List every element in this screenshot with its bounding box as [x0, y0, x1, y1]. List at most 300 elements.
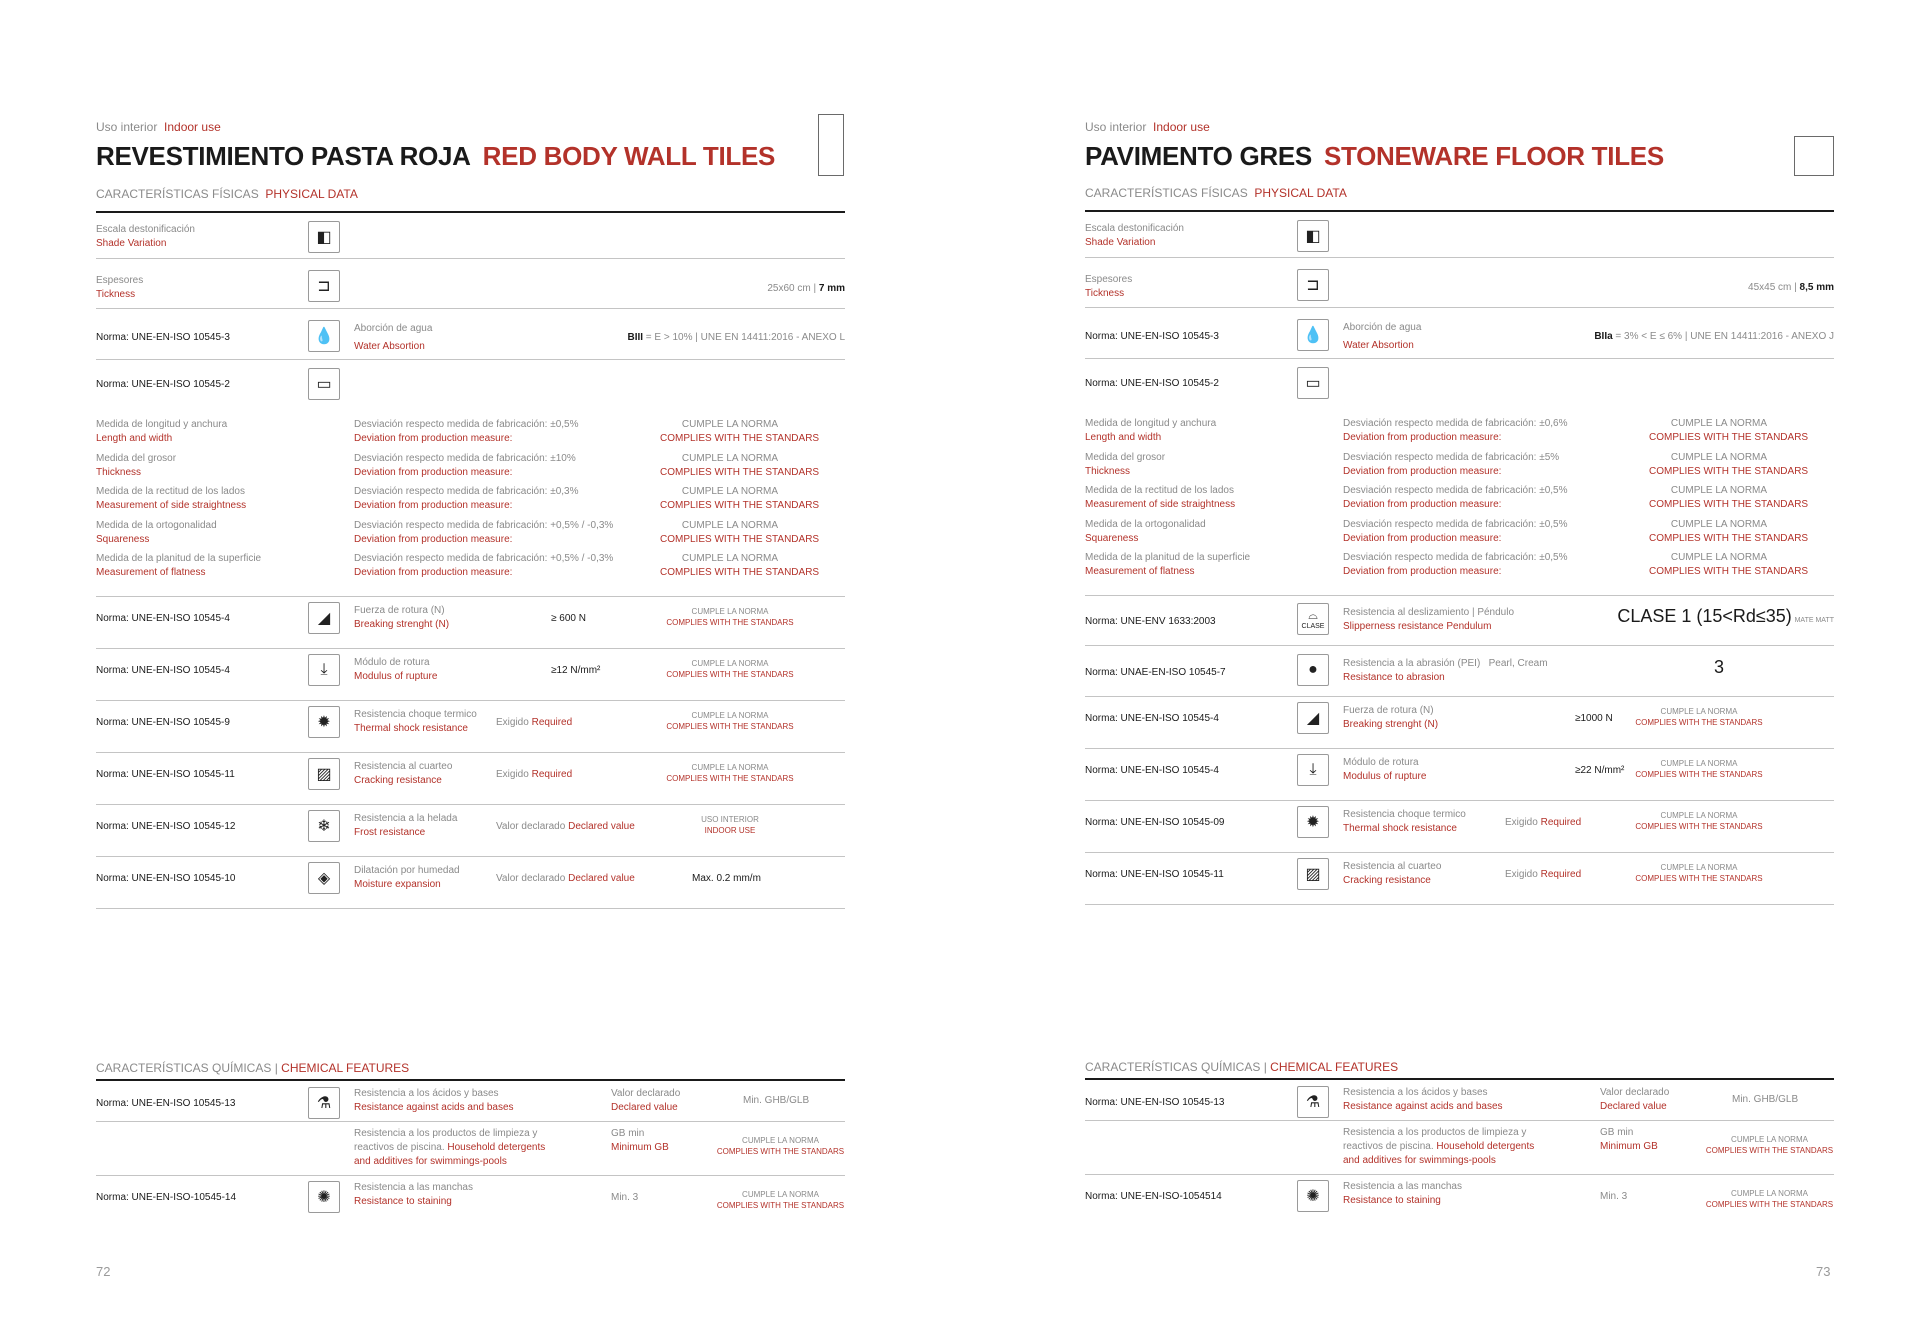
dimension-status	[660, 418, 820, 446]
status-en: COMPLIES WITH THE STANDARS	[1705, 1146, 1834, 1155]
deviation-es: Desviación respecto medida de fabricación: +0,5% / -0,3%	[354, 553, 614, 564]
abrasion-icon: ●	[1297, 654, 1329, 686]
dimension-label	[1085, 451, 1165, 479]
divider	[96, 700, 845, 701]
thickness-en: Tickness	[1085, 288, 1125, 299]
chem-requirement	[1600, 1190, 1627, 1204]
chem-req-es: Min. 3	[611, 1192, 639, 1203]
thickness-mm: 8,5 mm	[1799, 282, 1834, 293]
status-en: COMPLIES WITH THE STANDARS	[716, 1201, 845, 1210]
requirement-en: Required	[531, 717, 573, 728]
status-es: CUMPLE LA NORMA	[1670, 418, 1768, 429]
divider	[96, 752, 845, 753]
water-detail: = 3% < E ≤ 6% | UNE EN 14411:2016 - ANEXO J	[1612, 331, 1834, 342]
abrasion-value: 3	[1714, 657, 1725, 677]
page-number: 72	[96, 1264, 111, 1279]
dimension-status	[1649, 551, 1809, 579]
chem-req-en: Minimum GB	[1600, 1141, 1658, 1152]
divider	[96, 308, 845, 309]
thickness-en: Tickness	[96, 289, 136, 300]
dimension-en: Thickness	[96, 466, 142, 478]
row-requirement	[496, 820, 635, 834]
chemical-header	[1085, 1060, 1398, 1074]
dimension-en: Thickness	[1085, 465, 1131, 477]
divider	[96, 648, 845, 649]
dimension-label	[96, 519, 217, 547]
dimension-label	[1085, 417, 1216, 445]
dimension-label	[96, 452, 176, 480]
chem-status	[716, 1135, 845, 1157]
status-en: COMPLIES WITH THE STANDARS	[660, 433, 820, 444]
divider	[1085, 210, 1834, 212]
chem-label	[1343, 1126, 1534, 1168]
status-en: COMPLIES WITH THE STANDARS	[1649, 499, 1809, 510]
row-status	[1634, 758, 1764, 780]
breaking-force-icon: ◢	[1297, 702, 1329, 734]
dimension-es: Medida de la planitud de la superficie	[96, 553, 262, 564]
requirement-es: Exigido	[1505, 869, 1538, 880]
deviation-en: Deviation from production measure:	[1343, 532, 1502, 544]
status-es: CUMPLE LA NORMA	[681, 419, 779, 430]
rupture-modulus-icon: ⤓	[1297, 754, 1329, 786]
row-status	[665, 814, 795, 836]
status-en: COMPLIES WITH THE STANDARS	[666, 618, 794, 627]
use-es: Uso interior	[1085, 120, 1147, 134]
row-norma: Norma: UNE-EN-ISO 10545-4	[1085, 765, 1219, 776]
divider	[96, 908, 845, 909]
row-value: ≥ 600 N	[551, 613, 586, 624]
status-es: CUMPLE LA NORMA	[691, 607, 769, 616]
status-es: CUMPLE LA NORMA	[691, 763, 769, 772]
dimension-es: Medida de longitud y anchura	[1085, 418, 1217, 429]
use-label	[96, 120, 221, 134]
deviation-es: Desviación respecto medida de fabricación: ±0,5%	[354, 419, 579, 430]
deviation-es: Desviación respecto medida de fabricación: ±0,5%	[1343, 518, 1568, 530]
dimension-label	[1085, 551, 1250, 579]
row-label	[354, 812, 457, 840]
slip-en: Slipperness resistance Pendulum	[1343, 621, 1492, 632]
shade-es: Escala destonificación	[1085, 223, 1184, 234]
dimension-en: Measurement of flatness	[96, 567, 206, 578]
dimension-es: Medida del grosor	[96, 452, 177, 464]
chemical-es: CARACTERÍSTICAS QUÍMICAS |	[1085, 1060, 1267, 1074]
divider	[1085, 1078, 1834, 1080]
dimension-status	[1649, 451, 1809, 479]
dimension-deviation	[354, 485, 579, 513]
abrasion-colors: Pearl, Cream	[1488, 658, 1548, 669]
row-en: Moisture expansion	[354, 879, 441, 890]
dimension-status	[660, 552, 820, 580]
dimension-es: Medida de la rectitud de los lados	[96, 486, 245, 497]
chem-norma: Norma: UNE-EN-ISO 10545-13	[1085, 1097, 1225, 1108]
dimension-deviation	[1343, 484, 1568, 512]
physical-en: PHYSICAL DATA	[1254, 186, 1347, 200]
thermal-shock-icon: ✹	[1297, 806, 1329, 838]
page-title	[96, 141, 775, 172]
requirement-es: Exigido	[496, 769, 529, 780]
chem-norma: Norma: UNE-EN-ISO-1054514	[1085, 1191, 1222, 1202]
deviation-en: Deviation from production measure:	[354, 466, 513, 478]
physical-en: PHYSICAL DATA	[265, 187, 358, 201]
row-norma: Norma: UNE-EN-ISO 10545-10	[96, 873, 236, 884]
status-en: COMPLIES WITH THE STANDARS	[1649, 465, 1809, 477]
dimension-status	[1649, 417, 1809, 445]
shade-variation-icon: ◧	[308, 221, 340, 253]
row-es: Resistencia al cuarteo	[1343, 861, 1442, 872]
status-en: COMPLIES WITH THE STANDARS	[1649, 432, 1809, 443]
divider	[1085, 696, 1834, 697]
requirement-es: Exigido	[496, 717, 529, 728]
chem-label	[1343, 1180, 1462, 1208]
divider	[1085, 358, 1834, 359]
status-es: CUMPLE LA NORMA	[681, 519, 779, 531]
divider	[1085, 1174, 1834, 1175]
requirement-en: Required	[531, 769, 573, 780]
dimension-en: Squareness	[1085, 532, 1139, 544]
requirement-en: Required	[1540, 817, 1582, 828]
dimension-status	[1649, 518, 1809, 546]
row-norma: Norma: UNE-EN-ISO 10545-11	[96, 769, 235, 780]
chem-label	[354, 1127, 545, 1169]
status-en: COMPLIES WITH THE STANDARS	[1649, 532, 1809, 544]
row-label	[1343, 860, 1441, 888]
divider	[1085, 307, 1834, 308]
physical-header	[96, 187, 358, 201]
chem-requirement	[1600, 1086, 1669, 1114]
shade-en: Shade Variation	[96, 238, 167, 249]
row-label	[354, 656, 437, 684]
use-es: Uso interior	[96, 120, 158, 134]
chem-value: Min. GHB/GLB	[743, 1095, 810, 1106]
thickness-es: Espesores	[1085, 274, 1133, 285]
row-en: Modulus of rupture	[354, 671, 438, 682]
chem-en: Resistance to staining	[1343, 1195, 1441, 1206]
status-es: CUMPLE LA NORMA	[1660, 707, 1738, 716]
status-es: USO INTERIOR	[701, 815, 759, 824]
status-es: CUMPLE LA NORMA	[1660, 863, 1738, 872]
physical-es: CARACTERÍSTICAS FÍSICAS	[96, 187, 259, 201]
status-en: INDOOR USE	[704, 826, 756, 835]
row-en: Breaking strenght (N)	[1343, 719, 1439, 730]
row-es: Dilatación por humedad	[354, 865, 460, 876]
thickness-label	[96, 274, 143, 302]
row-es: Módulo de rotura	[1343, 757, 1419, 768]
dimension-en: Squareness	[96, 533, 150, 545]
row-en: Frost resistance	[354, 827, 426, 838]
requirement-en: Declared value	[568, 821, 635, 832]
dimension-deviation	[354, 452, 576, 480]
chem-status	[1705, 1134, 1834, 1156]
chem-es: Resistencia a los ácidos y bases	[1343, 1087, 1488, 1098]
row-en: Thermal shock resistance	[1343, 823, 1457, 834]
status-en: COMPLIES WITH THE STANDARS	[716, 1147, 845, 1156]
row-label	[1343, 704, 1438, 732]
chem-req-es: GB min	[1600, 1127, 1634, 1138]
row-label	[354, 604, 449, 632]
deviation-es: Desviación respecto medida de fabricación: ±0,3%	[354, 486, 579, 497]
divider	[1085, 904, 1834, 905]
row-status	[1634, 706, 1764, 728]
status-es: CUMPLE LA NORMA	[691, 659, 769, 668]
water-class: BIII	[627, 332, 644, 343]
water-label	[354, 322, 432, 354]
status-en: COMPLIES WITH THE STANDARS	[1649, 566, 1809, 577]
chem-label	[354, 1181, 473, 1209]
dimension-status	[660, 519, 820, 547]
divider	[1085, 852, 1834, 853]
chem-en: Household detergents	[447, 1142, 546, 1153]
row-norma: Norma: UNE-EN-ISO 10545-11	[1085, 869, 1224, 880]
row-norma: Norma: UNE-EN-ISO 10545-09	[1085, 817, 1225, 828]
status-es: CUMPLE LA NORMA	[1660, 759, 1738, 768]
dimension-en: Measurement of flatness	[1085, 566, 1195, 577]
status-es: CUMPLE LA NORMA	[681, 452, 779, 464]
row-es: Resistencia a la helada	[354, 813, 458, 824]
dimensions-icon: ▭	[308, 368, 340, 400]
chem-en: Resistance against acids and bases	[354, 1102, 514, 1113]
row-value: ≥22 N/mm²	[1575, 765, 1625, 776]
chem-es: Resistencia a las manchas	[1343, 1181, 1462, 1192]
dimension-status	[660, 452, 820, 480]
water-class: BIIa	[1594, 331, 1613, 342]
row-label	[354, 864, 460, 892]
title-es: PAVIMENTO GRES	[1085, 141, 1312, 171]
status-es: CUMPLE LA NORMA	[742, 1190, 819, 1199]
thickness-value	[767, 282, 845, 296]
chem-req-en: Minimum GB	[611, 1142, 669, 1153]
thermal-shock-icon: ✹	[308, 706, 340, 738]
abrasion-en: Resistance to abrasion	[1343, 672, 1445, 683]
dimension-es: Medida de la rectitud de los lados	[1085, 485, 1234, 496]
row-requirement	[496, 768, 572, 782]
chemical-en: CHEMICAL FEATURES	[281, 1061, 410, 1075]
breaking-force-icon: ◢	[308, 602, 340, 634]
dimensions-norma: Norma: UNE-EN-ISO 10545-2	[96, 379, 230, 390]
status-en: COMPLIES WITH THE STANDARS	[660, 567, 820, 578]
dimension-en: Measurement of side straightness	[1085, 499, 1236, 510]
requirement-es: Exigido	[1505, 817, 1538, 828]
water-value	[627, 331, 845, 345]
chem-req-es: Min. 3	[1600, 1191, 1628, 1202]
cracking-icon: ▨	[1297, 858, 1329, 890]
chem-en: Resistance against acids and bases	[1343, 1101, 1503, 1112]
deviation-es: Desviación respecto medida de fabricación: ±5%	[1343, 451, 1560, 463]
status-en: COMPLIES WITH THE STANDARS	[660, 533, 820, 545]
chem-req-en: Declared value	[611, 1102, 678, 1113]
dimension-label	[96, 552, 261, 580]
deviation-en: Deviation from production measure:	[1343, 566, 1502, 577]
status-es: CUMPLE LA NORMA	[1660, 811, 1738, 820]
row-status	[665, 606, 795, 628]
status-en: COMPLIES WITH THE STANDARS	[1635, 718, 1763, 727]
chem-es2: reactivos de piscina.	[1343, 1141, 1434, 1152]
row-status	[665, 658, 795, 680]
water-es: Aborción de agua	[354, 323, 433, 334]
row-label	[1343, 808, 1466, 836]
divider	[96, 856, 845, 857]
thickness-es: Espesores	[96, 275, 144, 286]
row-status	[665, 762, 795, 784]
chem-es: Resistencia a los productos de limpieza y	[1343, 1127, 1527, 1138]
deviation-en: Deviation from production measure:	[354, 567, 513, 578]
dimension-en: Length and width	[1085, 432, 1162, 443]
deviation-en: Deviation from production measure:	[1343, 432, 1502, 443]
dimension-status	[660, 485, 820, 513]
slip-label	[1343, 606, 1514, 634]
deviation-en: Deviation from production measure:	[354, 533, 513, 545]
chem-norma: Norma: UNE-EN-ISO-10545-14	[96, 1192, 237, 1203]
title-es: REVESTIMIENTO PASTA ROJA	[96, 141, 471, 171]
divider	[1085, 748, 1834, 749]
dimension-label	[96, 418, 227, 446]
acid-resistance-icon: ⚗	[1297, 1086, 1329, 1118]
status-en: COMPLIES WITH THE STANDARS	[1635, 822, 1763, 831]
row-status	[665, 710, 795, 732]
divider	[96, 804, 845, 805]
dimension-deviation	[354, 519, 613, 547]
row-en: Thermal shock resistance	[354, 723, 468, 734]
use-en: Indoor use	[1153, 120, 1210, 134]
divider	[96, 1175, 845, 1176]
dimension-es: Medida del grosor	[1085, 451, 1166, 463]
row-es: Resistencia choque termico	[354, 709, 477, 720]
status-es: CUMPLE LA NORMA	[1670, 485, 1768, 496]
status-es: CUMPLE LA NORMA	[1731, 1189, 1808, 1198]
title-en: RED BODY WALL TILES	[482, 141, 776, 171]
deviation-es: Desviación respecto medida de fabricación: +0,5% / -0,3%	[354, 519, 614, 531]
use-en: Indoor use	[164, 120, 221, 134]
row-es: Módulo de rotura	[354, 657, 430, 668]
divider	[96, 359, 845, 360]
chem-line2	[354, 1141, 545, 1155]
row-label	[1343, 756, 1426, 784]
thickness-icon: ⊐	[308, 270, 340, 302]
slip-icon-label: CLASE	[1301, 623, 1325, 630]
chem-line2	[1343, 1140, 1534, 1154]
rupture-modulus-icon: ⤓	[308, 654, 340, 686]
status-es: CUMPLE LA NORMA	[742, 1136, 819, 1145]
row-label	[354, 708, 477, 736]
shade-es: Escala destonificación	[96, 224, 195, 235]
divider	[96, 596, 845, 597]
status-es: CUMPLE LA NORMA	[1670, 518, 1768, 530]
water-detail: = E > 10% | UNE EN 14411:2016 - ANEXO L	[643, 332, 845, 343]
thickness-label	[1085, 273, 1132, 301]
status-es: CUMPLE LA NORMA	[681, 553, 779, 564]
chem-en: Resistance to staining	[354, 1196, 452, 1207]
row-norma: Norma: UNE-EN-ISO 10545-4	[96, 613, 230, 624]
status-en: COMPLIES WITH THE STANDARS	[660, 466, 820, 478]
chemical-header	[96, 1061, 409, 1075]
requirement-es: Valor declarado	[496, 821, 566, 832]
deviation-es: Desviación respecto medida de fabricación: ±10%	[354, 452, 576, 464]
row-requirement	[496, 716, 572, 730]
dimension-es: Medida de longitud y anchura	[96, 419, 228, 430]
chem-status	[716, 1189, 845, 1211]
row-value: Max. 0.2 mm/m	[692, 873, 761, 884]
status-en: COMPLIES WITH THE STANDARS	[1635, 874, 1763, 883]
status-en: COMPLIES WITH THE STANDARS	[666, 670, 794, 679]
chem-norma: Norma: UNE-EN-ISO 10545-13	[96, 1098, 236, 1109]
chem-en2: and additives for swimmings-pools	[1343, 1155, 1496, 1166]
slip-es: Resistencia al deslizamiento | Péndulo	[1343, 607, 1515, 618]
dimension-deviation	[1343, 417, 1568, 445]
status-en: COMPLIES WITH THE STANDARS	[1635, 770, 1763, 779]
chemical-en: CHEMICAL FEATURES	[1270, 1060, 1399, 1074]
tile-swatch	[818, 114, 844, 176]
chem-status	[1705, 1188, 1834, 1210]
status-es: CUMPLE LA NORMA	[1731, 1135, 1808, 1144]
use-label	[1085, 120, 1210, 134]
water-es: Aborción de agua	[1343, 322, 1422, 333]
thickness-icon: ⊐	[1297, 269, 1329, 301]
dimension-label	[1085, 518, 1206, 546]
stain-resistance-icon: ✺	[308, 1181, 340, 1213]
row-value: ≥1000 N	[1575, 713, 1613, 724]
row-norma: Norma: UNE-EN-ISO 10545-9	[96, 717, 230, 728]
dimension-deviation	[354, 552, 613, 580]
dimension-label	[96, 485, 246, 513]
physical-es: CARACTERÍSTICAS FÍSICAS	[1085, 186, 1248, 200]
tile-swatch	[1794, 136, 1834, 176]
row-en: Breaking strenght (N)	[354, 619, 450, 630]
page-right	[960, 0, 1920, 1343]
physical-header	[1085, 186, 1347, 200]
dimension-label	[1085, 484, 1235, 512]
thickness-size: 45x45 cm |	[1748, 282, 1800, 293]
divider	[1085, 645, 1834, 646]
dimension-deviation	[1343, 551, 1568, 579]
deviation-en: Deviation from production measure:	[354, 500, 513, 511]
water-value	[1594, 330, 1834, 344]
chem-label	[354, 1087, 514, 1115]
row-es: Fuerza de rotura (N)	[354, 605, 445, 616]
status-es: CUMPLE LA NORMA	[1670, 552, 1768, 563]
dimension-en: Measurement of side straightness	[96, 500, 247, 511]
divider	[1085, 595, 1834, 596]
chem-es2: reactivos de piscina.	[354, 1142, 445, 1153]
row-en: Cracking resistance	[1343, 875, 1431, 886]
deviation-en: Deviation from production measure:	[354, 433, 513, 444]
row-es: Resistencia al cuarteo	[354, 761, 453, 772]
slip-finish: MATE MATT	[1794, 617, 1834, 624]
title-en: STONEWARE FLOOR TILES	[1323, 141, 1664, 171]
row-norma: Norma: UNE-EN-ISO 10545-4	[96, 665, 230, 676]
row-status	[1634, 862, 1764, 884]
dimension-es: Medida de la planitud de la superficie	[1085, 552, 1251, 563]
thickness-value	[1748, 281, 1834, 295]
shade-en: Shade Variation	[1085, 237, 1156, 248]
water-drop-icon: 💧	[308, 320, 340, 352]
dimension-deviation	[1343, 518, 1568, 546]
dimensions-icon: ▭	[1297, 367, 1329, 399]
chem-en2: and additives for swimmings-pools	[354, 1156, 507, 1167]
requirement-en: Declared value	[568, 873, 635, 884]
divider	[1085, 257, 1834, 258]
status-en: COMPLIES WITH THE STANDARS	[666, 722, 794, 731]
abrasion-label	[1343, 657, 1548, 685]
row-en: Cracking resistance	[354, 775, 442, 786]
status-es: CUMPLE LA NORMA	[1670, 451, 1768, 463]
row-requirement	[1505, 868, 1581, 882]
deviation-en: Deviation from production measure:	[1343, 465, 1502, 477]
shade-label	[96, 223, 195, 251]
dimensions-norma: Norma: UNE-EN-ISO 10545-2	[1085, 378, 1219, 389]
divider	[1085, 1120, 1834, 1121]
page-title	[1085, 141, 1664, 172]
abrasion-norma: Norma: UNAE-EN-ISO 10545-7	[1085, 667, 1226, 678]
chem-es: Resistencia a los ácidos y bases	[354, 1088, 499, 1099]
